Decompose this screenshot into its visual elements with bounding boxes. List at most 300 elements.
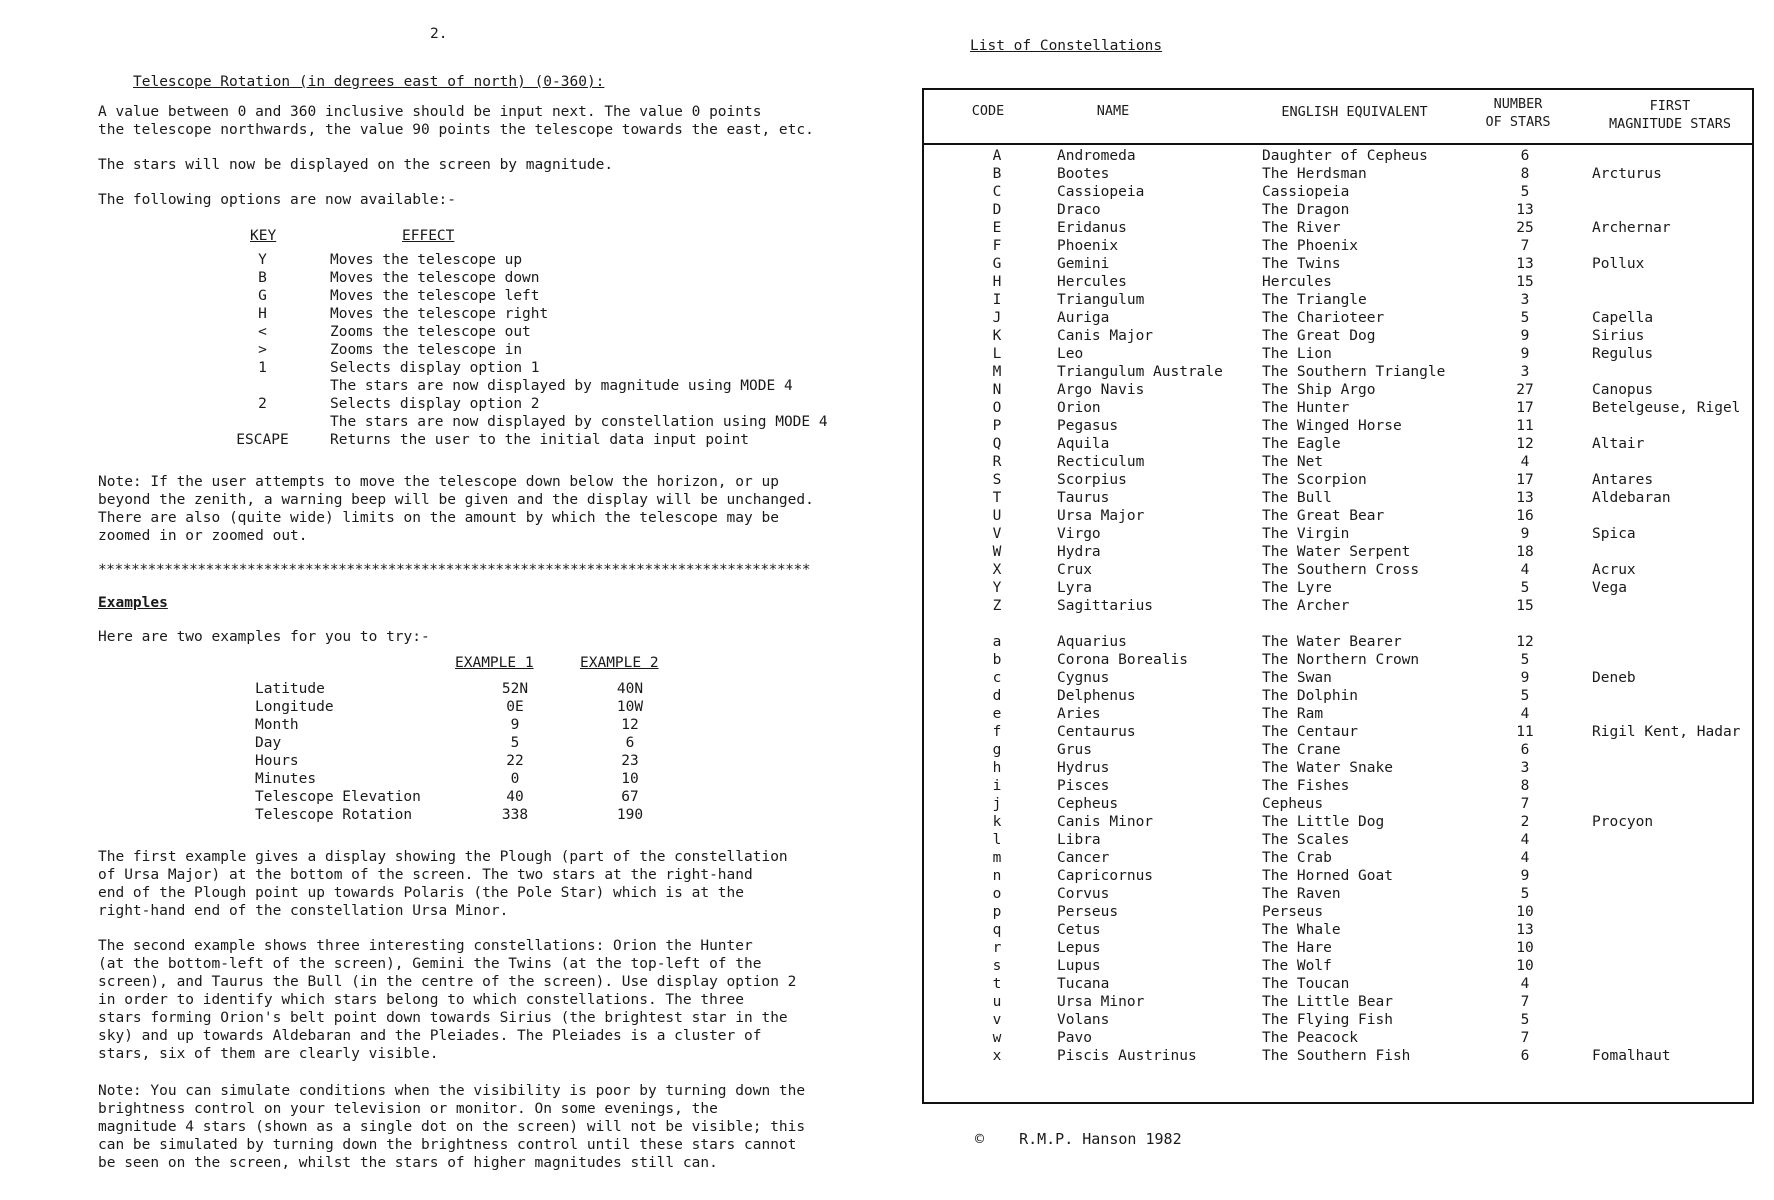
- key-label: G: [258, 288, 267, 304]
- constellation-code: S: [992, 472, 1002, 488]
- key-row: [230, 324, 870, 342]
- first-magnitude-stars: Antares: [1592, 472, 1654, 488]
- example-row: [255, 735, 675, 753]
- constellation-name: Cassiopeia: [1057, 184, 1145, 200]
- number-of-stars: 12: [1516, 436, 1534, 452]
- constellation-name: Gemini: [1057, 256, 1110, 272]
- effect-text: Zooms the telescope out: [330, 324, 531, 340]
- effect-text: Moves the telescope down: [330, 270, 540, 286]
- constellation-name: Virgo: [1057, 526, 1101, 542]
- key-row: [230, 270, 870, 288]
- key-label: 1: [258, 360, 267, 376]
- number-of-stars: 3: [1520, 292, 1530, 308]
- constellation-name: Corvus: [1057, 886, 1110, 902]
- number-of-stars: 15: [1516, 274, 1534, 290]
- constellation-row: [922, 184, 1754, 202]
- number-of-stars: 7: [1520, 994, 1530, 1010]
- effect-text: Selects display option 2: [330, 396, 540, 412]
- english-equivalent: Hercules: [1262, 274, 1332, 290]
- number-of-stars: 4: [1520, 706, 1530, 722]
- english-equivalent: The Swan: [1262, 670, 1332, 686]
- constellation-name: Delphenus: [1057, 688, 1136, 704]
- constellation-name: Taurus: [1057, 490, 1110, 506]
- key-label: <: [258, 324, 267, 340]
- constellation-name: Recticulum: [1057, 454, 1145, 470]
- display-paragraph: The stars will now be displayed on the screen by magnitude.: [98, 157, 614, 173]
- number-of-stars: 4: [1520, 454, 1530, 470]
- constellation-row: [922, 904, 1754, 922]
- key-label: Y: [258, 252, 267, 268]
- english-equivalent: The Eagle: [1262, 436, 1341, 452]
- constellation-code: e: [992, 706, 1002, 722]
- constellation-code: r: [992, 940, 1002, 956]
- example-label: Telescope Rotation: [255, 807, 413, 823]
- constellation-row: [922, 940, 1754, 958]
- constellation-row: [922, 958, 1754, 976]
- number-of-stars: 11: [1516, 724, 1534, 740]
- key-row: [230, 306, 870, 324]
- constellation-row: [922, 382, 1754, 400]
- constellation-row: [922, 994, 1754, 1012]
- english-column-header: ENGLISH EQUIVALENT: [1281, 104, 1428, 120]
- constellation-row: [922, 310, 1754, 328]
- number-of-stars: 9: [1520, 328, 1530, 344]
- english-equivalent: The Herdsman: [1262, 166, 1367, 182]
- first-magnitude-stars: Capella: [1592, 310, 1654, 326]
- note-paragraph-2: Note: You can simulate conditions when the visibility is poor by turning down the brightness control on your television or monitor. On some evenings, the magnitude 4 stars (shown as a single dot on the screen) will not be visible; this can be simulated by turning down the brightness control until these stars cannot be seen on the screen, whilst the stars of higher magnitudes still can.: [98, 1083, 806, 1171]
- constellation-name: Cygnus: [1057, 670, 1110, 686]
- constellation-name: Aquila: [1057, 436, 1110, 452]
- english-equivalent: The Whale: [1262, 922, 1341, 938]
- constellation-code: c: [992, 670, 1002, 686]
- number-of-stars: 6: [1520, 148, 1530, 164]
- constellation-code: O: [992, 400, 1002, 416]
- constellation-row: [922, 364, 1754, 382]
- copyright-icon: ©: [975, 1130, 985, 1148]
- english-equivalent: The Lyre: [1262, 580, 1332, 596]
- header-divider: [922, 143, 1754, 145]
- number-of-stars: 18: [1516, 544, 1534, 560]
- english-equivalent: The Little Dog: [1262, 814, 1385, 830]
- constellation-row: [922, 526, 1754, 544]
- english-equivalent: The Charioteer: [1262, 310, 1385, 326]
- constellation-name: Ursa Major: [1057, 508, 1145, 524]
- english-equivalent: Cepheus: [1262, 796, 1324, 812]
- example-1-value: 0E: [506, 699, 524, 715]
- number-of-stars: 12: [1516, 634, 1534, 650]
- english-equivalent: The Dolphin: [1262, 688, 1359, 704]
- first-magnitude-stars: Sirius: [1592, 328, 1645, 344]
- number-of-stars: 5: [1520, 1012, 1530, 1028]
- constellation-name: Orion: [1057, 400, 1101, 416]
- constellation-row: [922, 490, 1754, 508]
- english-equivalent: The Lion: [1262, 346, 1332, 362]
- example-label: Hours: [255, 753, 299, 769]
- number-of-stars: 10: [1516, 958, 1534, 974]
- constellation-name: Triangulum: [1057, 292, 1145, 308]
- english-equivalent: The Virgin: [1262, 526, 1350, 542]
- constellation-row: [922, 832, 1754, 850]
- english-equivalent: The Southern Fish: [1262, 1048, 1411, 1064]
- constellation-row: [922, 436, 1754, 454]
- constellation-code: s: [992, 958, 1002, 974]
- english-equivalent: The Water Bearer: [1262, 634, 1402, 650]
- english-equivalent: Daughter of Cepheus: [1262, 148, 1428, 164]
- effect-text: Selects display option 1: [330, 360, 540, 376]
- constellation-name: Scorpius: [1057, 472, 1127, 488]
- number-of-stars: 9: [1520, 526, 1530, 542]
- number-of-stars: 7: [1520, 1030, 1530, 1046]
- english-equivalent: The Centaur: [1262, 724, 1359, 740]
- number-of-stars: 5: [1520, 688, 1530, 704]
- constellation-code: U: [992, 508, 1002, 524]
- constellation-row: [922, 418, 1754, 436]
- number-of-stars: 4: [1520, 832, 1530, 848]
- example-2-value: 190: [616, 807, 644, 823]
- constellation-row: [922, 472, 1754, 490]
- english-equivalent: The Hare: [1262, 940, 1332, 956]
- key-row: [230, 432, 870, 450]
- example-row: [255, 681, 675, 699]
- constellation-row: [922, 886, 1754, 904]
- example-2-value: 10: [621, 771, 639, 787]
- second-example-paragraph: The second example shows three interesting constellations: Orion the Hunter (at the bottom-left of the screen), Gemini the Twins (at the top-left of the screen), and Taurus the Bull (in the centre of the screen). Use display option 2 in order to identify which stars belong to which constellations. The three stars forming Orion's belt point down towards Sirius (the brightest star in the sky) and up towards Aldebaran and the Pleiades. The Pleiades is a cluster of stars, six of them are clearly visible.: [98, 938, 797, 1062]
- first-magnitude-stars: Procyon: [1592, 814, 1654, 830]
- constellation-row: [922, 454, 1754, 472]
- constellation-name: Canis Minor: [1057, 814, 1154, 830]
- constellation-name: Canis Major: [1057, 328, 1154, 344]
- english-equivalent: Cassiopeia: [1262, 184, 1350, 200]
- constellation-name: Sagittarius: [1057, 598, 1154, 614]
- constellation-code: D: [992, 202, 1002, 218]
- constellation-code: d: [992, 688, 1002, 704]
- constellation-name: Corona Borealis: [1057, 652, 1188, 668]
- example-1-value: 5: [510, 735, 520, 751]
- english-equivalent: The Ram: [1262, 706, 1324, 722]
- asterisk-divider: **************************************************************************************: [98, 562, 811, 578]
- number-of-stars: 27: [1516, 382, 1534, 398]
- constellation-name: Leo: [1057, 346, 1084, 362]
- copyright-text: R.M.P. Hanson 1982: [1019, 1130, 1182, 1148]
- constellation-row: [922, 1030, 1754, 1048]
- number-of-stars: 10: [1516, 904, 1534, 920]
- constellation-row: [922, 508, 1754, 526]
- constellation-code: C: [992, 184, 1002, 200]
- constellation-code: Z: [992, 598, 1002, 614]
- english-equivalent: The Southern Triangle: [1262, 364, 1446, 380]
- english-equivalent: The Triangle: [1262, 292, 1367, 308]
- constellation-name: Lupus: [1057, 958, 1101, 974]
- constellation-name: Eridanus: [1057, 220, 1127, 236]
- constellation-row: [922, 742, 1754, 760]
- constellation-code: u: [992, 994, 1002, 1010]
- constellation-name: Triangulum Australe: [1057, 364, 1223, 380]
- constellation-row: [922, 760, 1754, 778]
- example-2-value: 40N: [616, 681, 644, 697]
- constellation-row: [922, 562, 1754, 580]
- english-equivalent: The Crab: [1262, 850, 1332, 866]
- english-equivalent: The Water Serpent: [1262, 544, 1411, 560]
- constellation-code: l: [992, 832, 1002, 848]
- number-of-stars: 7: [1520, 238, 1530, 254]
- first-magnitude-stars: Altair: [1592, 436, 1645, 452]
- constellation-code: f: [992, 724, 1002, 740]
- constellation-row: [922, 670, 1754, 688]
- english-equivalent: The Fishes: [1262, 778, 1350, 794]
- constellation-code: p: [992, 904, 1002, 920]
- example-2-value: 6: [625, 735, 635, 751]
- copyright-line: [975, 1130, 1182, 1148]
- first-magnitude-stars: Spica: [1592, 526, 1636, 542]
- number-of-stars: 2: [1520, 814, 1530, 830]
- constellation-name: Aquarius: [1057, 634, 1127, 650]
- number-of-stars: 25: [1516, 220, 1534, 236]
- examples-intro: Here are two examples for you to try:-: [98, 629, 430, 645]
- example-2-value: 10W: [616, 699, 644, 715]
- constellation-code: L: [992, 346, 1002, 362]
- key-row: [230, 414, 870, 432]
- number-of-stars: 5: [1520, 580, 1530, 596]
- left-page: [0, 0, 880, 1200]
- number-of-stars: 5: [1520, 184, 1530, 200]
- constellation-row: [922, 292, 1754, 310]
- english-equivalent: The Great Dog: [1262, 328, 1376, 344]
- constellation-code: n: [992, 868, 1002, 884]
- number-of-stars: 10: [1516, 940, 1534, 956]
- constellation-name: Pavo: [1057, 1030, 1092, 1046]
- effect-text: The stars are now displayed by constellation using MODE 4: [330, 414, 828, 430]
- constellation-row: [922, 598, 1754, 616]
- constellation-code: q: [992, 922, 1002, 938]
- constellation-row: [922, 796, 1754, 814]
- constellation-row: [922, 400, 1754, 418]
- english-equivalent: The Dragon: [1262, 202, 1350, 218]
- example-label: Month: [255, 717, 299, 733]
- english-equivalent: The Horned Goat: [1262, 868, 1393, 884]
- example-label: Minutes: [255, 771, 317, 787]
- english-equivalent: The Water Snake: [1262, 760, 1393, 776]
- constellation-row: [922, 652, 1754, 670]
- constellation-code: i: [992, 778, 1002, 794]
- number-of-stars: 7: [1520, 796, 1530, 812]
- number-of-stars: 5: [1520, 652, 1530, 668]
- constellation-code: I: [992, 292, 1002, 308]
- effect-text: The stars are now displayed by magnitude using MODE 4: [330, 378, 793, 394]
- constellation-code: W: [992, 544, 1002, 560]
- example-1-value: 22: [506, 753, 524, 769]
- code-column-header: CODE: [971, 103, 1005, 119]
- english-equivalent: The Great Bear: [1262, 508, 1385, 524]
- intro-paragraph: A value between 0 and 360 inclusive should be input next. The value 0 points the telescope northwards, the value 90 points the telescope towards the east, etc.: [98, 104, 814, 138]
- key-label: >: [258, 342, 267, 358]
- english-equivalent: The Scorpion: [1262, 472, 1367, 488]
- number-of-stars: 15: [1516, 598, 1534, 614]
- constellation-code: g: [992, 742, 1002, 758]
- effect-text: Moves the telescope up: [330, 252, 523, 268]
- english-equivalent: The Twins: [1262, 256, 1341, 272]
- constellation-name: Andromeda: [1057, 148, 1136, 164]
- english-equivalent: The Wolf: [1262, 958, 1332, 974]
- first-magnitude-column-header: FIRST MAGNITUDE STARS: [1609, 98, 1731, 132]
- constellation-code: Y: [992, 580, 1002, 596]
- constellation-row: [922, 238, 1754, 256]
- constellation-name: Aries: [1057, 706, 1101, 722]
- example-row: [255, 717, 675, 735]
- constellation-code: t: [992, 976, 1002, 992]
- constellation-code: F: [992, 238, 1002, 254]
- constellation-name: Pisces: [1057, 778, 1110, 794]
- constellation-code: H: [992, 274, 1002, 290]
- constellation-code: X: [992, 562, 1002, 578]
- constellation-name: Capricornus: [1057, 868, 1154, 884]
- english-equivalent: The Winged Horse: [1262, 418, 1402, 434]
- constellation-row: [922, 346, 1754, 364]
- first-magnitude-stars: Arcturus: [1592, 166, 1662, 182]
- section-heading: Telescope Rotation (in degrees east of north) (0-360):: [133, 74, 605, 90]
- first-magnitude-stars: Fomalhaut: [1592, 1048, 1671, 1064]
- number-of-stars: 16: [1516, 508, 1534, 524]
- constellation-code: B: [992, 166, 1002, 182]
- constellation-name: Phoenix: [1057, 238, 1119, 254]
- first-magnitude-stars: Regulus: [1592, 346, 1654, 362]
- key-row: [230, 342, 870, 360]
- english-equivalent: The Flying Fish: [1262, 1012, 1393, 1028]
- key-row: [230, 252, 870, 270]
- constellation-row: [922, 544, 1754, 562]
- number-of-stars: 9: [1520, 346, 1530, 362]
- constellation-row: [922, 976, 1754, 994]
- key-label: ESCAPE: [236, 432, 289, 448]
- number-of-stars: 17: [1516, 400, 1534, 416]
- constellation-name: Auriga: [1057, 310, 1110, 326]
- key-row: [230, 378, 870, 396]
- example-row: [255, 699, 675, 717]
- english-equivalent: The Scales: [1262, 832, 1350, 848]
- number-of-stars: 4: [1520, 976, 1530, 992]
- constellation-code: a: [992, 634, 1002, 650]
- constellation-name: Bootes: [1057, 166, 1110, 182]
- constellation-code: j: [992, 796, 1002, 812]
- number-of-stars: 4: [1520, 850, 1530, 866]
- english-equivalent: The Southern Cross: [1262, 562, 1420, 578]
- constellation-row: [922, 580, 1754, 598]
- name-column-header: NAME: [1096, 103, 1130, 119]
- constellation-name: Pegasus: [1057, 418, 1119, 434]
- constellation-row: [922, 328, 1754, 346]
- constellation-code: T: [992, 490, 1002, 506]
- constellation-row: [922, 1048, 1754, 1066]
- constellation-name: Libra: [1057, 832, 1101, 848]
- constellation-name: Hydrus: [1057, 760, 1110, 776]
- constellation-row: [922, 922, 1754, 940]
- effect-header: EFFECT: [402, 228, 455, 244]
- english-equivalent: The Little Bear: [1262, 994, 1393, 1010]
- example-label: Longitude: [255, 699, 334, 715]
- number-of-stars: 3: [1520, 760, 1530, 776]
- constellation-code: N: [992, 382, 1002, 398]
- constellation-name: Crux: [1057, 562, 1092, 578]
- constellation-name: Centaurus: [1057, 724, 1136, 740]
- number-of-stars: 5: [1520, 886, 1530, 902]
- example-label: Telescope Elevation: [255, 789, 421, 805]
- key-row: [230, 288, 870, 306]
- constellation-row: [922, 724, 1754, 742]
- example-2-header: EXAMPLE 2: [580, 655, 659, 671]
- number-of-stars: 13: [1516, 256, 1534, 272]
- number-of-stars: 13: [1516, 490, 1534, 506]
- constellation-code: M: [992, 364, 1002, 380]
- number-of-stars: 9: [1520, 670, 1530, 686]
- constellation-row: [922, 814, 1754, 832]
- first-magnitude-stars: Aldebaran: [1592, 490, 1671, 506]
- first-magnitude-stars: Acrux: [1592, 562, 1636, 578]
- constellation-code: J: [992, 310, 1002, 326]
- english-equivalent: The Raven: [1262, 886, 1341, 902]
- number-of-stars: 5: [1520, 310, 1530, 326]
- constellation-name: Volans: [1057, 1012, 1110, 1028]
- number-of-stars: 3: [1520, 364, 1530, 380]
- constellation-code: h: [992, 760, 1002, 776]
- number-of-stars: 17: [1516, 472, 1534, 488]
- constellation-name: Piscis Austrinus: [1057, 1048, 1197, 1064]
- number-of-stars: 8: [1520, 778, 1530, 794]
- examples-heading: Examples: [98, 595, 168, 611]
- key-row: [230, 396, 870, 414]
- first-magnitude-stars: Betelgeuse, Rigel: [1592, 400, 1741, 416]
- options-paragraph: The following options are now available:-: [98, 192, 456, 208]
- number-of-stars: 6: [1520, 1048, 1530, 1064]
- effect-text: Moves the telescope left: [330, 288, 540, 304]
- constellation-code: A: [992, 148, 1002, 164]
- constellation-name: Hydra: [1057, 544, 1101, 560]
- constellation-code: V: [992, 526, 1002, 542]
- number-of-stars: 11: [1516, 418, 1534, 434]
- note-paragraph-1: Note: If the user attempts to move the telescope down below the horizon, or up beyond the zenith, a warning beep will be given and the display will be unchanged. There are also (quite wide) limits on the amount by which the telescope may be zoomed in or zoomed out.: [98, 474, 814, 544]
- key-label: H: [258, 306, 267, 322]
- number-column-header: NUMBER OF STARS: [1485, 96, 1551, 130]
- number-of-stars: 13: [1516, 922, 1534, 938]
- english-equivalent: The Toucan: [1262, 976, 1350, 992]
- first-magnitude-stars: Canopus: [1592, 382, 1654, 398]
- list-title: List of Constellations: [970, 38, 1163, 54]
- example-label: Latitude: [255, 681, 325, 697]
- example-1-header: EXAMPLE 1: [455, 655, 534, 671]
- example-1-value: 40: [506, 789, 524, 805]
- constellation-name: Tucana: [1057, 976, 1110, 992]
- example-row: [255, 771, 675, 789]
- constellation-row: [922, 220, 1754, 238]
- constellation-name: Cetus: [1057, 922, 1101, 938]
- constellation-code: K: [992, 328, 1002, 344]
- constellation-name: Lepus: [1057, 940, 1101, 956]
- english-equivalent: The Archer: [1262, 598, 1350, 614]
- first-magnitude-stars: Deneb: [1592, 670, 1636, 686]
- english-equivalent: The Phoenix: [1262, 238, 1359, 254]
- effect-text: Zooms the telescope in: [330, 342, 523, 358]
- number-of-stars: 6: [1520, 742, 1530, 758]
- constellation-code: w: [992, 1030, 1002, 1046]
- constellation-row: [922, 868, 1754, 886]
- constellation-code: m: [992, 850, 1002, 866]
- constellation-row: [922, 256, 1754, 274]
- constellation-row: [922, 148, 1754, 166]
- example-row: [255, 753, 675, 771]
- number-of-stars: 9: [1520, 868, 1530, 884]
- constellation-code: E: [992, 220, 1002, 236]
- english-equivalent: The Peacock: [1262, 1030, 1359, 1046]
- constellation-code: P: [992, 418, 1002, 434]
- constellation-name: Perseus: [1057, 904, 1119, 920]
